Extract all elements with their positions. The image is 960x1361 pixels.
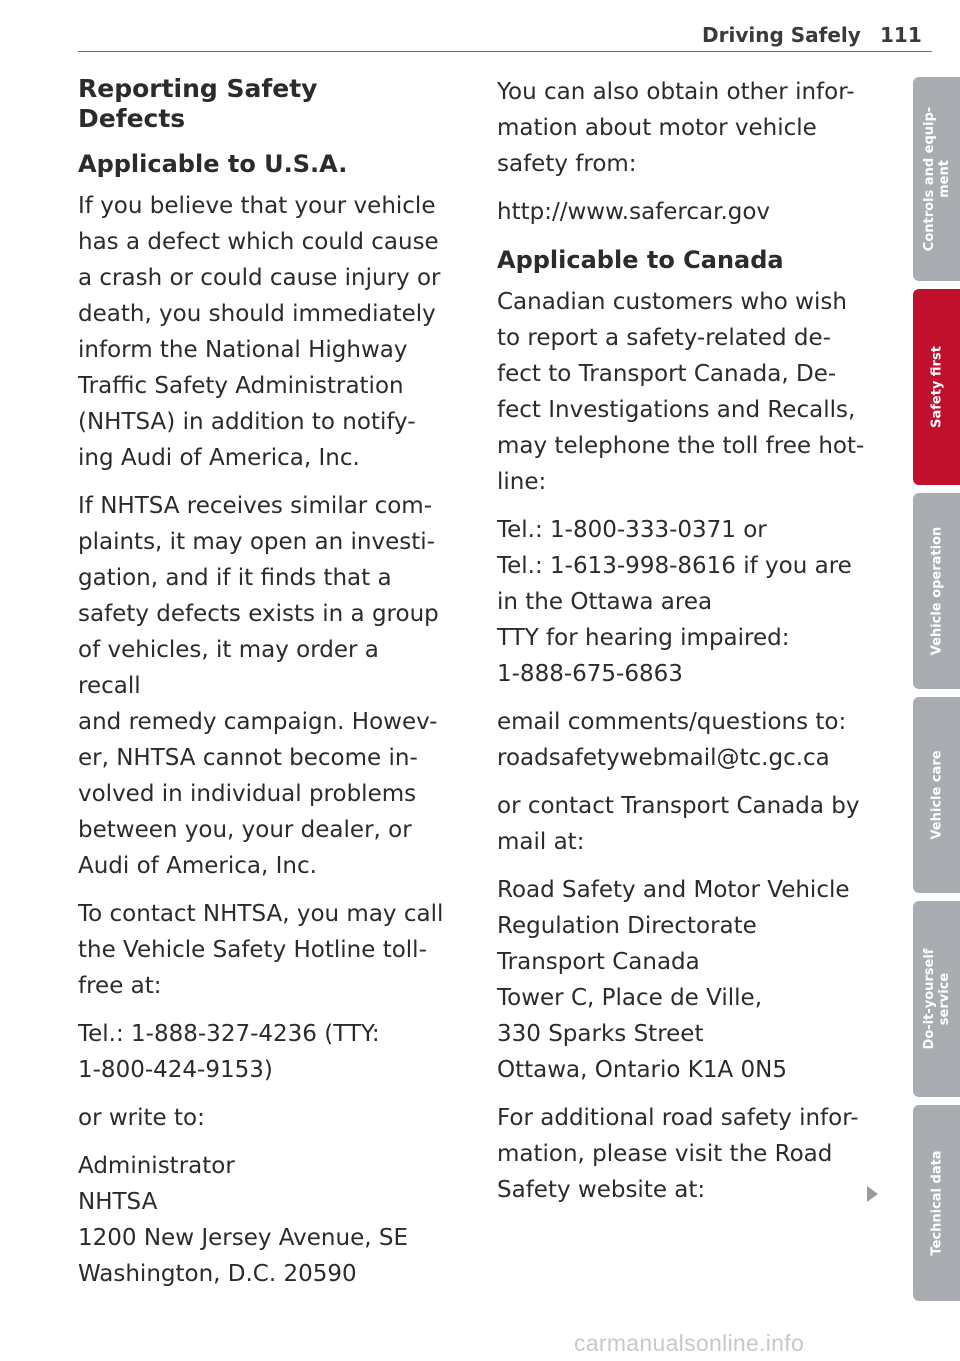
watermark: carmanualsonline.info bbox=[574, 1330, 805, 1356]
tab-label: Do-it-yourself service bbox=[921, 948, 952, 1050]
paragraph-canadian-customers: Canadian customers who wish to report a safety-related de- fect to Transport Canada, De- fect Investigations and Recalls, may telephone the toll free hot- line: bbox=[497, 289, 865, 495]
tab-label: Technical data bbox=[929, 1150, 944, 1256]
paragraph-other-info: You can also obtain other infor- mation about motor vehicle safety from: bbox=[497, 79, 855, 177]
page-number: 111 bbox=[880, 23, 922, 47]
paragraph-additional-info: For additional road safety infor- mation, please visit the Road Safety website at: bbox=[497, 1105, 859, 1203]
subheading-canada: Applicable to Canada bbox=[497, 246, 784, 274]
tab-vehicle-operation[interactable] bbox=[913, 493, 960, 689]
address-nhtsa: Administrator NHTSA 1200 New Jersey Avenue, SE Washington, D.C. 20590 bbox=[78, 1153, 408, 1287]
tab-technical-data[interactable] bbox=[913, 1105, 960, 1301]
paragraph-hotline-tel: Tel.: 1-888-327-4236 (TTY: 1-800-424-9153) bbox=[78, 1021, 380, 1083]
paragraph-mail: or contact Transport Canada by mail at: bbox=[497, 793, 860, 855]
tab-do-it-yourself-service[interactable] bbox=[913, 901, 960, 1097]
address-transport-canada: Road Safety and Motor Vehicle Regulation Directorate Transport Canada Tower C, Place de Ville, 330 Sparks Street Ottawa, Ontario K1A 0N5 bbox=[497, 877, 850, 1083]
tab-label: Controls and equip- ment bbox=[921, 106, 952, 252]
tab-label: Safety first bbox=[929, 346, 944, 428]
section-heading: Reporting Safety Defects bbox=[78, 74, 318, 133]
paragraph-email: email comments/questions to: roadsafetywebmail@tc.gc.ca bbox=[497, 709, 847, 771]
paragraph-contact: To contact NHTSA, you may call the Vehicle Safety Hotline toll- free at: bbox=[78, 901, 444, 999]
left-column bbox=[78, 74, 448, 1304]
continue-arrow-icon bbox=[867, 1186, 878, 1202]
subheading-usa: Applicable to U.S.A. bbox=[78, 150, 348, 178]
running-header-title: Driving Safely bbox=[702, 23, 861, 47]
tab-vehicle-care[interactable] bbox=[913, 697, 960, 893]
link-safercar[interactable]: http://www.safercar.gov bbox=[497, 199, 771, 225]
paragraph-investigation: If NHTSA receives similar com- plaints, it may open an investi- gation, and if it finds that a safety defects exists in a group of vehicles, it may order a recall and remedy campaign. Howev- er, NHTSA cannot become in- volved in individual problems between you, your dealer, or Audi of America, Inc. bbox=[78, 493, 439, 879]
tab-label: Vehicle care bbox=[929, 750, 944, 840]
tab-label: Vehicle operation bbox=[929, 526, 944, 656]
paragraph-report-nhtsa: If you believe that your vehicle has a defect which could cause a crash or could cause injury or death, you should immediately inform the National Highway Traffic Safety Administration (NHTSA) in addition to notify- ing Audi of America, Inc. bbox=[78, 193, 441, 471]
header-rule bbox=[78, 51, 932, 52]
right-column bbox=[497, 74, 877, 1220]
paragraph-canada-tel: Tel.: 1-800-333-0371 or Tel.: 1-613-998-8616 if you are in the Ottawa area TTY for hearing impaired: 1-888-675-6863 bbox=[497, 517, 852, 687]
paragraph-write-to: or write to: bbox=[78, 1105, 205, 1131]
tab-safety-first[interactable] bbox=[913, 289, 960, 485]
tab-controls-and-equipment[interactable] bbox=[913, 77, 960, 281]
